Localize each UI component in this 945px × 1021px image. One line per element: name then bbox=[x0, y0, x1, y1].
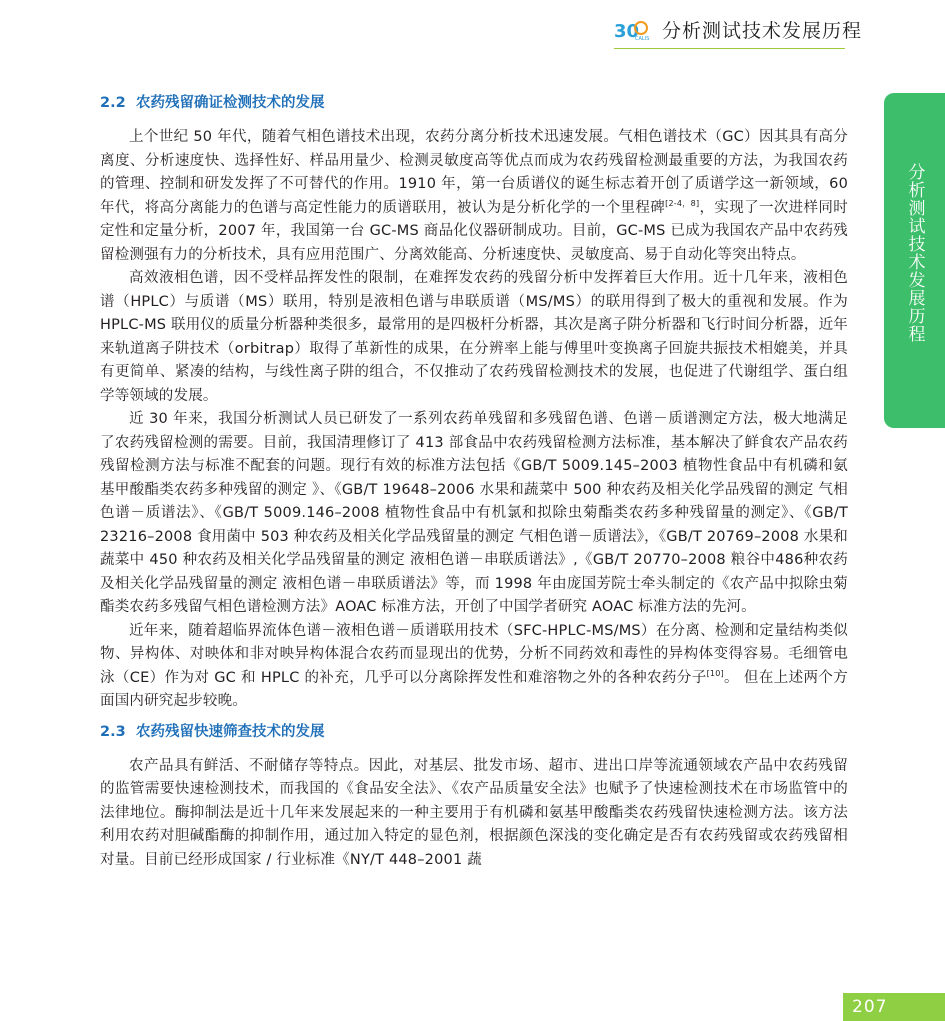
logo-number: 30 bbox=[614, 21, 640, 42]
section-number: 2.2 bbox=[100, 95, 126, 111]
paragraph bbox=[100, 620, 848, 714]
section-heading-2-2 bbox=[100, 90, 848, 116]
side-tab-label: 分析测试技术发展历程 bbox=[904, 163, 925, 343]
section-title: 农药残留快速筛查技术的发展 bbox=[136, 723, 325, 740]
paragraph: 近 30 年来，我国分析测试人员已研发了一系列农药单残留和多残留色谱、色谱－质谱测定方法，极大地满足了农药残留检测的需要。目前，我国清理修订了 413 部食品中农药残留检测方法标准，基本解决了鲜食农产品农药残留检测方法与标准不配套的问题。现行有效的标准方法包括《GB/T 5009.145–2003 植物性食品中有机磷和氨基甲酸酯类农药多种残留的测定 》、《GB/T 19648–2006 水果和蔬菜中 500 种农药及相关化学品残留的测定 气相色谱－质谱法》、《GB/T 5009.146–2008 植物性食品中有机氯和拟除虫菊酯类农药多种残留量的测定》、《GB/T 23216–2008 食用菌中 503 种农药及相关化学品残留量的测定 气相色谱－质谱法》，《GB/T 20769–2008 水果和蔬菜中 450 种农药及相关化学品残留量的测定 液相色谱－串联质谱法》,《GB/T 20770–2008 粮谷中486种农药及相关化学品残留量的测定 液相色谱－串联质谱法》等，而 1998 年由庞国芳院士牵头制定的《农产品中拟除虫菊酯类农药多残留气相色谱检测方法》AOAC 标准方法，开创了中国学者研究 AOAC 标准方法的先河。 bbox=[100, 411, 849, 615]
header-rule bbox=[614, 48, 845, 49]
section-number: 2.3 bbox=[100, 723, 126, 740]
chapter-side-tab bbox=[884, 93, 945, 428]
paragraph-text: ，实现了一次进样同时定性和定量分析，2007 年，我国第一台 GC-MS 商品化仪器研制成功。目前，GC-MS 已成为我国农产品中农药残留检测强有力的分析技术，具有应用范围广、分离效能高、分析速度快、灵敏度高、易于自动化等突出特点。 bbox=[100, 199, 848, 263]
paragraph-text: 近年来，随着超临界流体色谱－液相色谱－质谱联用技术（SFC-HPLC-MS/MS）在分离、检测和定量结构类似物、异构体、对映体和非对映异构体混合农药而显现出的优势，分析不同药效和毒性的异构体变得容易。毛细管电泳（CE）作为对 GC 和 HPLC 的补充，几乎可以分离除挥发性和难溶物之外的各种农药分子 bbox=[100, 622, 848, 686]
section-heading-2-3 bbox=[100, 719, 848, 745]
paragraph-text: 。 但在上述两个方面国内研究起步较晚。 bbox=[100, 669, 848, 709]
page-number: 207 bbox=[852, 997, 888, 1017]
logo-subtext: CALIS bbox=[635, 36, 650, 42]
paragraph-text: 上个世纪 50 年代，随着气相色谱技术出现，农药分离分析技术迅速发展。气相色谱技术（GC）因其具有高分离度、分析速度快、选择性好、样品用量少、检测灵敏度高等优点而成为农药残留检测最重要的方法，为我国农药的管理、控制和研发发挥了不可替代的作用。1910 年，第一台质谱仪的诞生标志着开创了质谱学这一新领域，60 年代，将高分离能力的色谱与高定性能力的质谱联用，被认为是分析化学的一个里程碑 bbox=[100, 129, 848, 216]
anniversary-logo bbox=[614, 20, 656, 42]
citation: [10] bbox=[706, 668, 724, 678]
paragraph: 农产品具有鲜活、不耐储存等特点。因此，对基层、批发市场、超市、进出口岸等流通领域农产品中农药残留的监管需要快速检测技术，而我国的《食品安全法》、《农产品质量安全法》也赋予了快速检测技术在市场监管中的法律地位。酶抑制法是近十几年来发展起来的一种主要用于有机磷和氨基甲酸酯类农药残留快速检测方法。该方法利用农药对胆碱酯酶的抑制作用，通过加入特定的显色剂，根据颜色深浅的变化确定是否有农药残留或农药残留相对量。目前已经形成国家 / 行业标准《NY/T 448–2001 蔬 bbox=[100, 757, 848, 868]
paragraph: 高效液相色谱，因不受样品挥发性的限制，在难挥发农药的残留分析中发挥着巨大作用。近十几年来，液相色谱（HPLC）与质谱（MS）联用，特别是液相色谱与串联质谱（MS/MS）的联用得到了极大的重视和发展。作为 HPLC-MS 联用仪的质量分析器种类很多，最常用的是四极杆分析器，其次是离子阱分析器和飞行时间分析器，近年来轨道离子阱技术（orbitrap）取得了革新性的成果，在分辨率上能与傅里叶变换离子回旋共振技术相媲美，并具有更简单、紧凑的结构，与线性离子阱的组合，不仅推动了农药残留检测技术的发展，也促进了代谢组学、蛋白组学等领域的发展。 bbox=[100, 270, 848, 404]
running-header-title: 分析测试技术发展历程 bbox=[662, 20, 863, 42]
citation: [2-4，8] bbox=[665, 198, 700, 208]
page-body bbox=[100, 90, 848, 872]
paragraph bbox=[100, 126, 848, 267]
section-title: 农药残留确证检测技术的发展 bbox=[136, 95, 325, 111]
